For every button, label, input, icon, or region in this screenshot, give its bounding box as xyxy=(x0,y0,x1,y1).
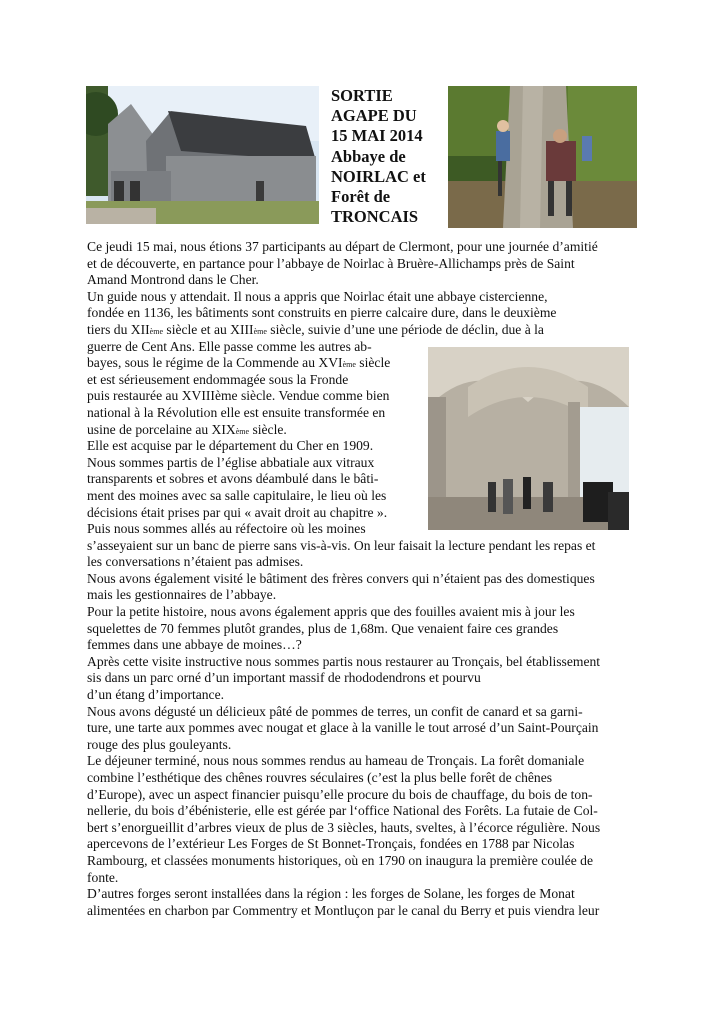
text-line: Ce jeudi 15 mai, nous étions 37 participants au départ de Clermont, pour une journée d’amitié xyxy=(87,239,598,254)
text-line: Pour la petite histoire, nous avons également appris que des fouilles avaient mis à jour les xyxy=(87,604,575,620)
text-line: apercevons de l’extérieur Les Forges de St Bonnet-Tronçais, fondées en 1788 par Nicolas xyxy=(87,836,575,852)
title-line: SORTIE xyxy=(331,86,393,105)
text-line: Nous avons dégusté un délicieux pâté de pommes de terres, un confit de canard et sa garni- xyxy=(87,703,583,719)
text-line: Amand Montrond dans le Cher. xyxy=(87,272,259,288)
text-line: rouge des plus gouleyants. xyxy=(87,736,232,752)
text-line: transparents et sobres et avons déambulé dans le bâti- xyxy=(87,471,379,487)
article-title xyxy=(331,86,443,227)
text-line: sis dans un parc orné d’un important massif de rhododendrons et pourvu xyxy=(87,670,481,686)
text-line: Puis nous sommes allés au réfectoire où les moines xyxy=(87,521,366,537)
text-line: nellerie, du bois d’ébénisterie, elle est gérée par l‘office National des Forêts. La futaie de Col- xyxy=(87,803,598,819)
text-line: Un guide nous y attendait. Il nous a appris que Noirlac était une abbaye cistercienne, xyxy=(87,288,548,304)
title-line: Forêt de xyxy=(331,187,391,207)
text-line: d’un étang d’importance. xyxy=(87,687,225,703)
text-line: femmes dans une abbaye de moines…? xyxy=(87,637,302,653)
text-line: Elle est acquise par le département du Cher en 1909. xyxy=(87,438,374,454)
title-line: NOIRLAC et xyxy=(331,166,426,186)
text-line: national à la Révolution elle est ensuite transformée en xyxy=(87,404,386,420)
text-line: D’autres forges seront installées dans la région : les forges de Solane, les forges de Monat xyxy=(87,886,575,902)
text-line: d’Europe), avec un aspect financier puisqu’elle procure du bois de chauffage, du bois de ton- xyxy=(87,786,593,802)
text-line: Nous avons également visité le bâtiment des frères convers qui n’étaient pas des domestiques xyxy=(87,570,595,586)
text-line: ment des moines avec sa salle capitulaire, le lieu où les xyxy=(87,487,387,503)
text-line: Nous sommes partis de l’église abbatiale aux vitraux xyxy=(87,454,375,470)
title-line: Abbaye de xyxy=(331,146,406,166)
text-line: mais les gestionnaires de l’abbaye. xyxy=(87,587,277,603)
text-line: tiers du XIIème siècle et au XIIIème siècle, suivie d’une une période de déclin, due à la xyxy=(87,321,544,337)
text-line: bayes, sous le régime de la Commende au XVIème siècle xyxy=(87,355,391,371)
text-line: alimentées en charbon par Commentry et Montluçon par le canal du Berry et puis viendra leur xyxy=(87,902,600,918)
text-line: combine l’esthétique des chênes rouvres séculaires (c’est la plus belle forêt de chênes xyxy=(87,770,553,785)
text-line: s’asseyaient sur un banc de pierre sans vis-à-vis. On leur faisait la lecture pendant les repas et xyxy=(87,537,596,553)
title-line: AGAPE DU xyxy=(331,106,417,126)
text-line: puis restaurée au XVIIIème siècle. Vendue comme bien xyxy=(87,388,390,404)
text-line: squelettes de 70 femmes plutôt grandes, plus de 1,68m. Que venaient faire ces grandes xyxy=(87,620,559,636)
text-line: et est sérieusement endommagée sous la Fronde xyxy=(87,371,349,387)
text-line: ture, une tarte aux pommes avec nougat et glace à la vanille le tout arrosé d’un Saint-Pourçain xyxy=(87,720,599,736)
text-line: les conversations n’étaient pas admises. xyxy=(87,554,304,570)
text-line: Le déjeuner terminé, nous nous sommes rendus au hameau de Tronçais. La forêt domaniale xyxy=(87,753,585,769)
abbey-photo xyxy=(86,86,319,224)
text-line: usine de porcelaine au XIXème siècle. xyxy=(87,421,287,437)
text-line: fonte. xyxy=(87,869,119,885)
text-line: décisions était prises par qui « avait droit au chapitre ». xyxy=(87,504,388,520)
text-line: et de découverte, en partance pour l’abbaye de Noirlac à Bruère-Allichamps près de Saint xyxy=(87,255,575,271)
tree-photo xyxy=(448,86,637,228)
article-body xyxy=(87,239,600,919)
text-line: guerre de Cent Ans. Elle passe comme les autres ab- xyxy=(87,338,372,354)
text-line: Après cette visite instructive nous sommes partis nous restaurer au Tronçais, bel établissement xyxy=(87,653,601,669)
title-line: TRONCAIS xyxy=(331,207,419,227)
text-line: Rambourg, et classées monuments historiques, où en 1790 on inaugura la première coulée de xyxy=(87,852,593,868)
title-line: 15 MAI 2014 xyxy=(331,126,423,146)
text-line: bert s’enorgueillit d’arbres vieux de plus de 3 siècles, hauts, sveltes, à l’écorce régulière. Nous xyxy=(87,819,601,835)
text-line: fondée en 1136, les bâtiments sont construits en pierre calcaire dure, dans le deuxième xyxy=(87,305,557,321)
